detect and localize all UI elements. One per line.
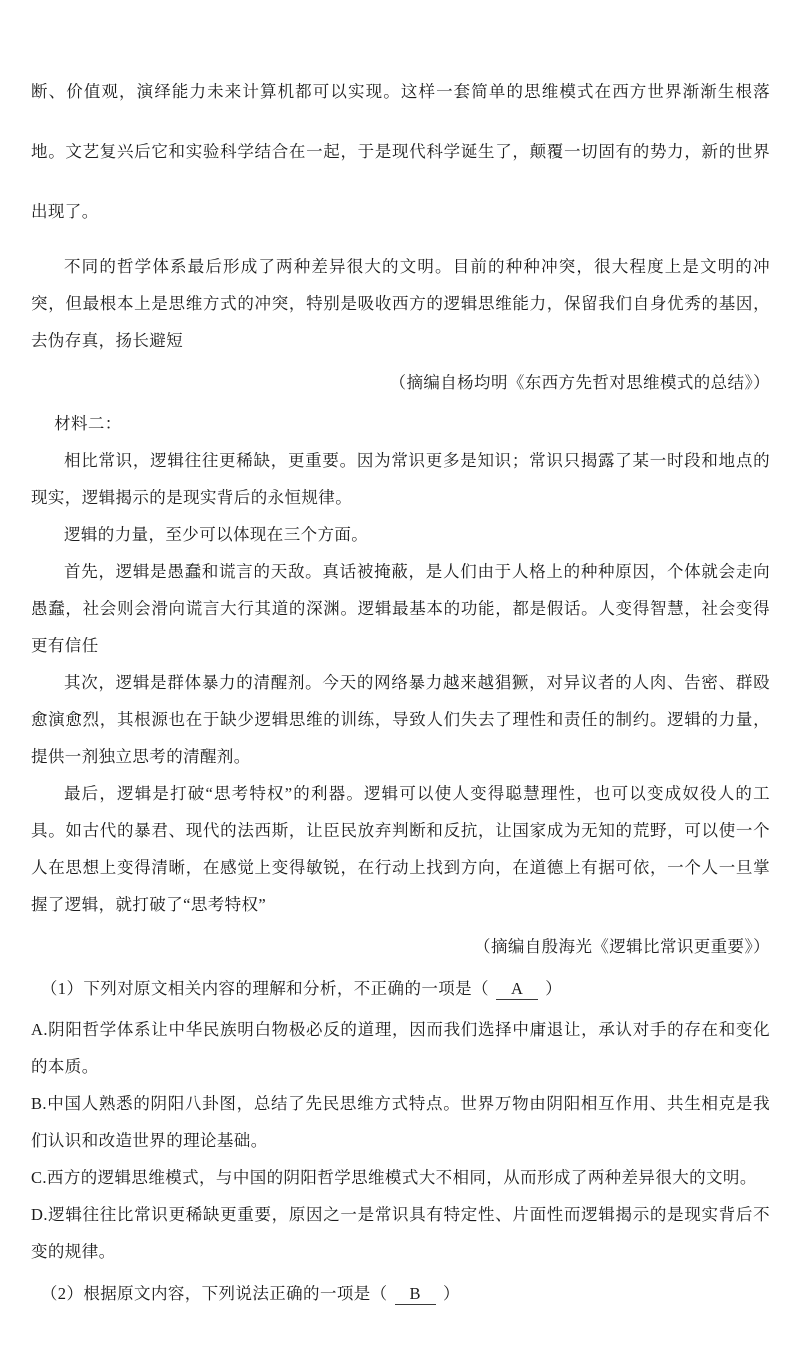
material-two-third-point-paragraph: 最后，逻辑是打破“思考特权”的利器。逻辑可以使人变得聪慧理性，也可以变成奴役人的工具。如古代的暴君、现代的法西斯，让臣民放弃判断和反抗，让国家成为无知的荒野，可以使一个人在思想上变得清晰，在感觉上变得敏锐，在行动上找到方向，在道德上有据可依，一个人一旦掌握了逻辑，就打破了“思考特权” — [31, 784, 770, 914]
question-2-close-paren: ） — [442, 1284, 460, 1303]
question-1-answer-letter: A — [510, 979, 524, 998]
question-1-option-a: A.阴阳哲学体系让中华民族明白物极必反的道理，因而我们选择中庸退让，承认对手的存在和变化的本质。 — [31, 1020, 770, 1076]
question-1-option-b: B.中国人熟悉的阴阳八卦图，总结了先民思维方式特点。世界万物由阴阳相互作用、共生相克是我们认识和改造世界的理论基础。 — [31, 1094, 770, 1150]
question-2-line — [31, 1274, 770, 1314]
material-one-citation: （摘编自杨均明《东西方先哲对思维模式的总结》） — [389, 373, 770, 392]
question-2-prompt: （2）根据原文内容，下列说法正确的一项是（ — [40, 1284, 388, 1303]
material-one-continuation-paragraph: 断、价值观，演绎能力未来计算机都可以实现。这样一套简单的思维模式在西方世界渐渐生根落地。文艺复兴后它和实验科学结合在一起，于是现代科学诞生了，颠覆一切固有的势力，新的世界出现了。 — [31, 82, 770, 221]
question-1-answer-blank — [496, 980, 538, 1000]
material-one-conflict-paragraph: 不同的哲学体系最后形成了两种差异很大的文明。目前的种种冲突，很大程度上是文明的冲突，但最根本上是思维方式的冲突，特别是吸收西方的逻辑思维能力，保留我们自身优秀的基因，去伪存真，扬长避短 — [31, 257, 770, 350]
question-2-answer-blank — [395, 1285, 436, 1305]
material-two-power-paragraph: 逻辑的力量，至少可以体现在三个方面。 — [64, 525, 369, 544]
question-1-close-paren: ） — [545, 979, 563, 998]
material-two-label: 材料二： — [54, 414, 122, 433]
question-1-line — [31, 969, 770, 1009]
question-1-prompt: （1）下列对原文相关内容的理解和分析，不正确的一项是（ — [40, 979, 489, 998]
material-two-second-point-paragraph: 其次，逻辑是群体暴力的清醒剂。今天的网络暴力越来越猖獗，对异议者的人肉、告密、群殴愈演愈烈，其根源也在于缺少逻辑思维的训练，导致人们失去了理性和责任的制约。逻辑的力量，提供一剂独立思考的清醒剂。 — [31, 673, 770, 766]
material-two-first-point-paragraph: 首先，逻辑是愚蠢和谎言的天敌。真话被掩蔽，是人们由于人格上的种种原因，个体就会走向愚蠢，社会则会滑向谎言大行其道的深渊。逻辑最基本的功能，都是假话。人变得智慧，社会变得更有信任 — [31, 562, 770, 655]
material-two-intro-paragraph: 相比常识，逻辑往往更稀缺，更重要。因为常识更多是知识；常识只揭露了某一时段和地点的现实，逻辑揭示的是现实背后的永恒规律。 — [31, 451, 770, 507]
question-2-answer-letter: B — [409, 1284, 421, 1303]
question-1-option-d: D.逻辑往往比常识更稀缺更重要，原因之一是常识具有特定性、片面性而逻辑揭示的是现实背后不变的规律。 — [31, 1205, 770, 1261]
question-1-option-c: C.西方的逻辑思维模式，与中国的阴阳哲学思维模式大不相同，从而形成了两种差异很大的文明。 — [31, 1168, 757, 1187]
material-two-citation: （摘编自殷海光《逻辑比常识更重要》） — [474, 937, 770, 956]
